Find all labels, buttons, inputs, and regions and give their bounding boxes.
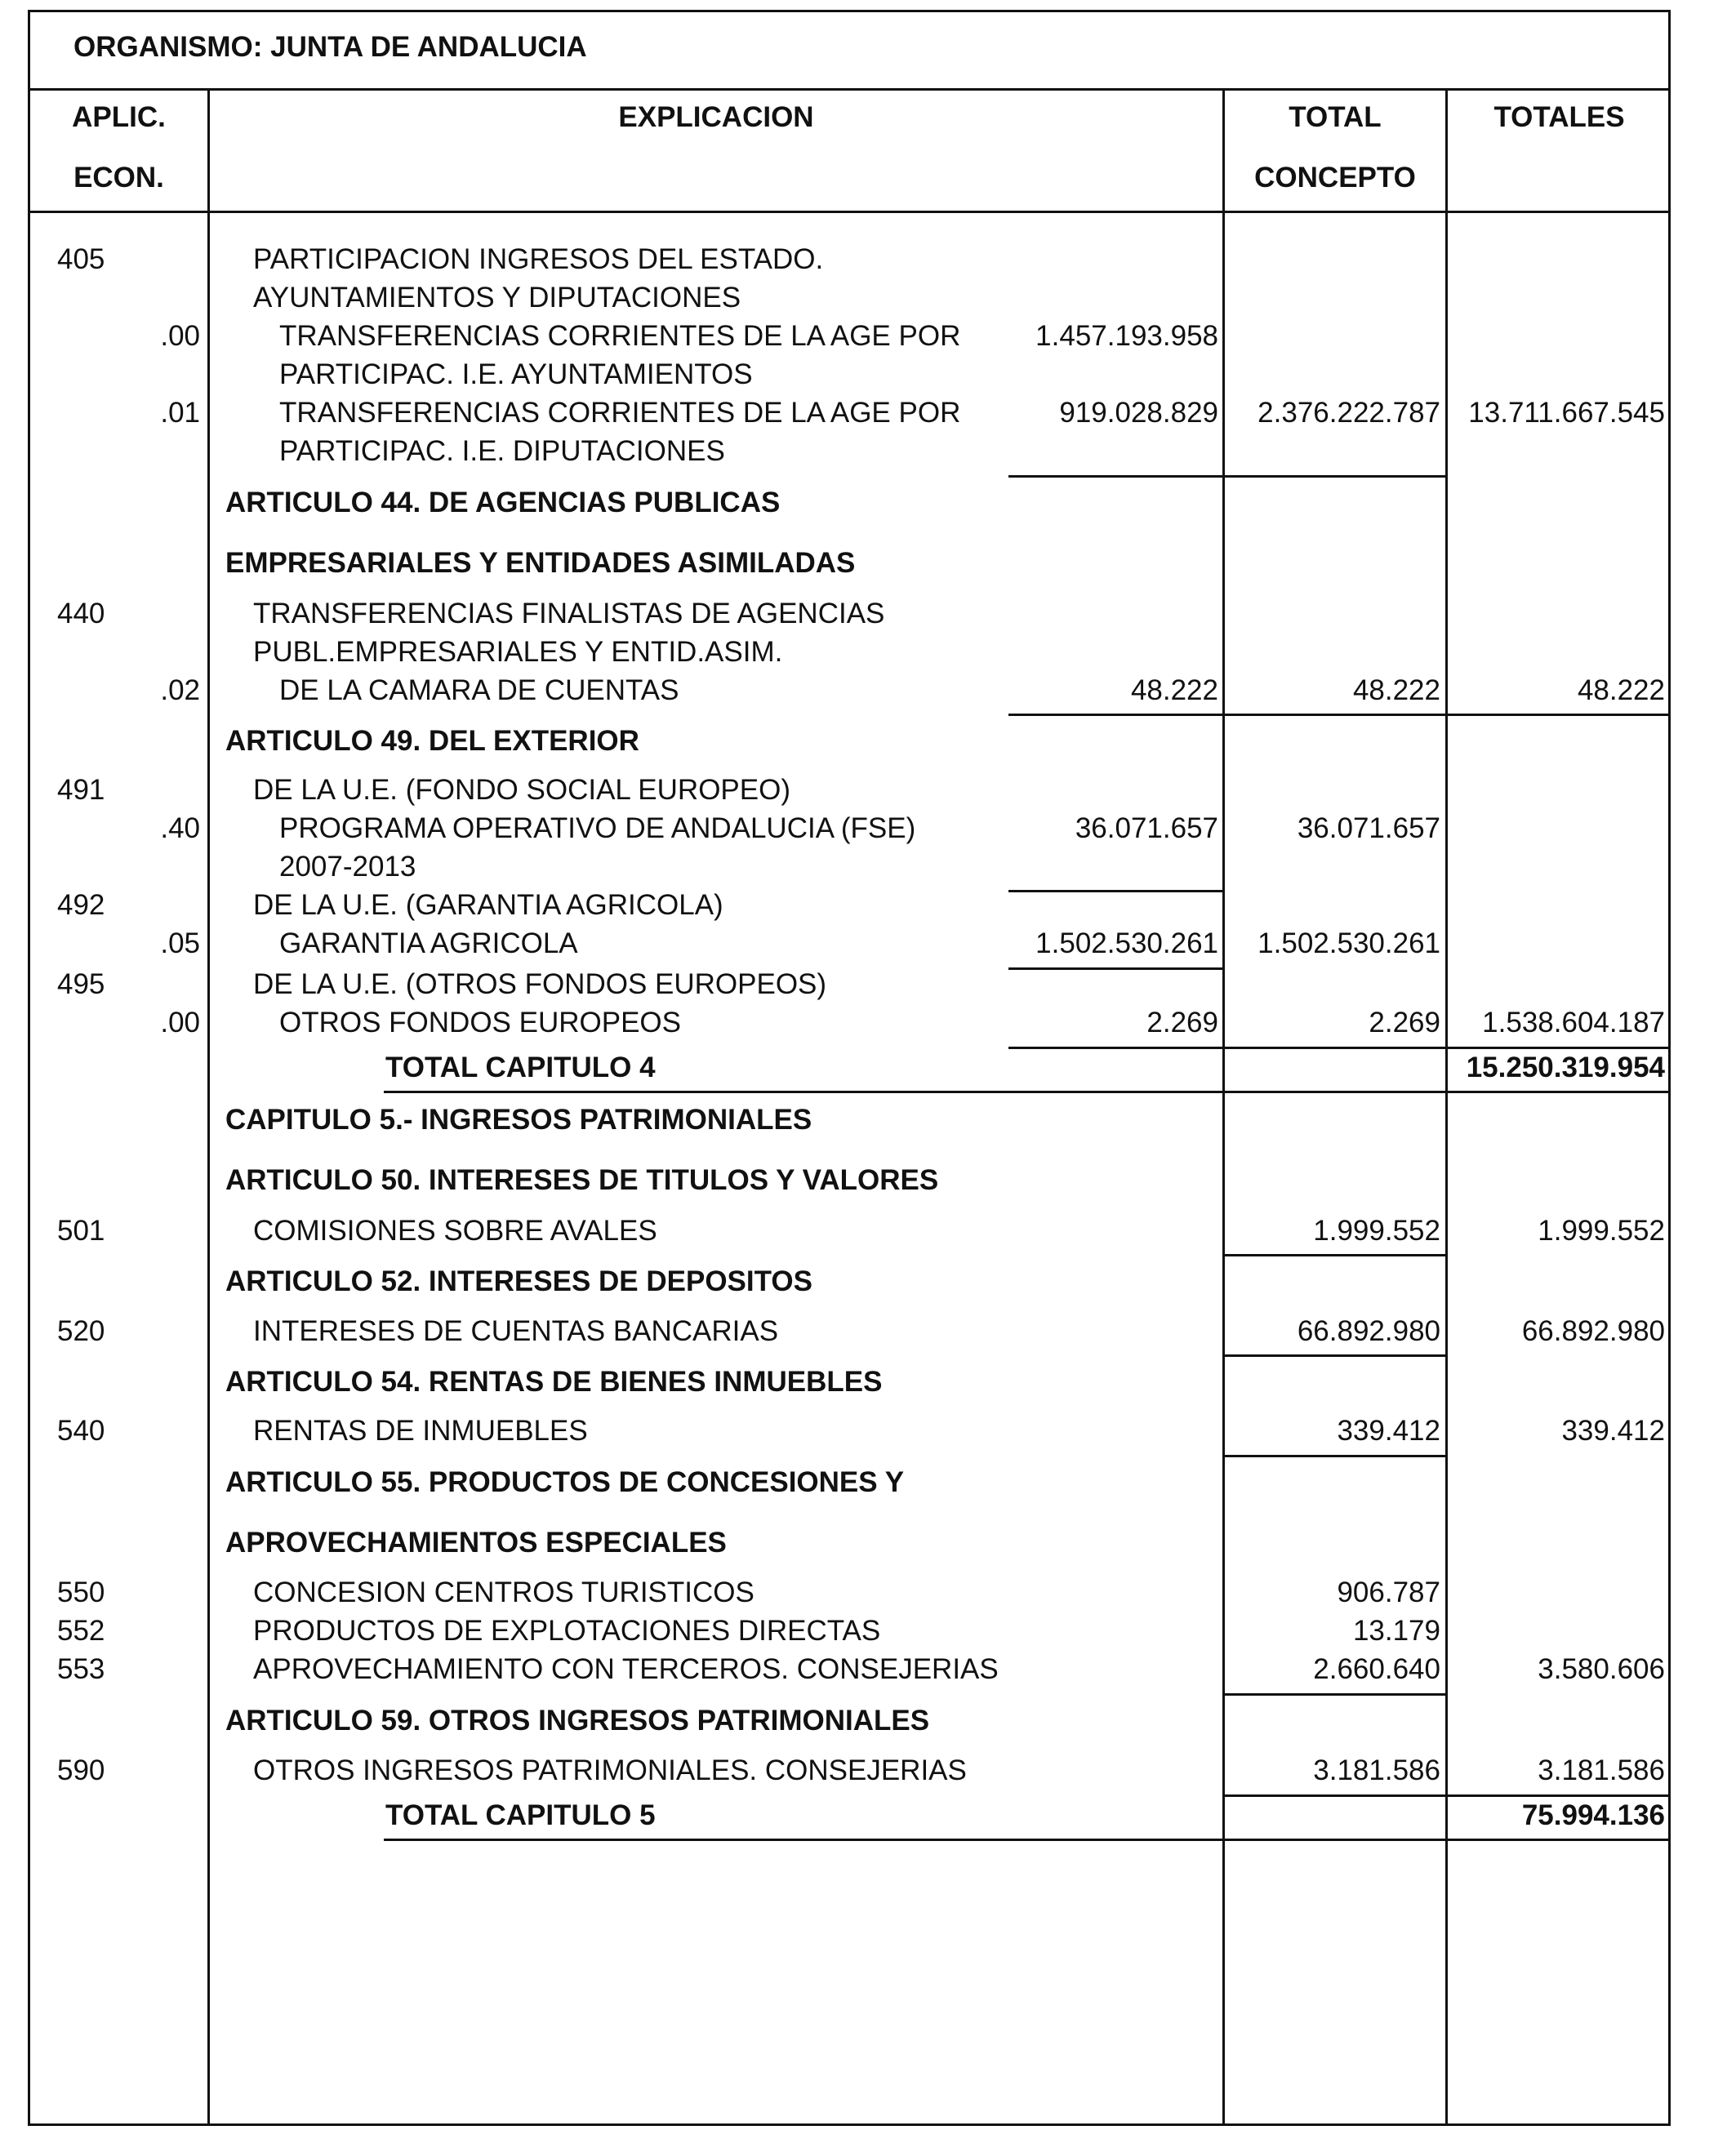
desc-552: PRODUCTOS DE EXPLOTACIONES DIRECTAS: [253, 1615, 881, 1647]
totales-art40: 13.711.667.545: [1468, 397, 1665, 429]
desc-491: DE LA U.E. (FONDO SOCIAL EUROPEO): [253, 774, 790, 806]
header-total: TOTAL: [1289, 101, 1382, 133]
title-divider: [28, 88, 1671, 91]
code-550: 550: [57, 1576, 105, 1608]
code-405: 405: [57, 243, 105, 275]
underline-553: [1225, 1693, 1448, 1696]
organismo-title: ORGANISMO: JUNTA DE ANDALUCIA: [73, 31, 587, 63]
desc-520: INTERESES DE CUENTAS BANCARIAS: [253, 1315, 779, 1347]
total-capitulo-5-value: 75.994.136: [1521, 1799, 1665, 1831]
heading-art44-line2: EMPRESARIALES Y ENTIDADES ASIMILADAS: [225, 547, 856, 579]
desc-553: APROVECHAMIENTO CON TERCEROS. CONSEJERIAS: [253, 1653, 999, 1685]
code-440-02: .02: [160, 674, 200, 706]
concepto-540: 339.412: [1337, 1415, 1440, 1447]
concepto-405: 2.376.222.787: [1257, 397, 1440, 429]
heading-art55-line1: ARTICULO 55. PRODUCTOS DE CONCESIONES Y: [225, 1466, 905, 1498]
concepto-552: 13.179: [1352, 1615, 1440, 1647]
totales-art54: 339.412: [1561, 1415, 1665, 1447]
desc-550: CONCESION CENTROS TURISTICOS: [253, 1576, 754, 1608]
concepto-590: 3.181.586: [1313, 1754, 1440, 1786]
code-495: 495: [57, 968, 105, 1000]
code-405-01: .01: [160, 397, 200, 429]
totales-art44: 48.222: [1577, 674, 1665, 706]
desc-440-02: DE LA CAMARA DE CUENTAS: [279, 674, 679, 706]
desc-491-40-line2: 2007-2013: [279, 851, 416, 883]
amount-405-01: 919.028.829: [1059, 397, 1218, 429]
desc-405-line2: AYUNTAMIENTOS Y DIPUTACIONES: [253, 282, 741, 314]
amount-405-00: 1.457.193.958: [1035, 320, 1218, 352]
heading-art59: ARTICULO 59. OTROS INGRESOS PATRIMONIALES: [225, 1705, 930, 1737]
desc-405-line1: PARTICIPACION INGRESOS DEL ESTADO.: [253, 243, 824, 275]
underline-495: [1008, 1047, 1671, 1049]
column-divider-aplic: [207, 88, 210, 2126]
desc-492-05: GARANTIA AGRICOLA: [279, 927, 578, 959]
desc-590: OTROS INGRESOS PATRIMONIALES. CONSEJERIAS: [253, 1754, 967, 1786]
desc-491-40-line1: PROGRAMA OPERATIVO DE ANDALUCIA (FSE): [279, 812, 916, 844]
totales-art49: 1.538.604.187: [1482, 1007, 1665, 1038]
desc-405-00-line1: TRANSFERENCIAS CORRIENTES DE LA AGE POR: [279, 320, 961, 352]
code-540: 540: [57, 1415, 105, 1447]
header-econ: ECON.: [73, 162, 164, 193]
concepto-520: 66.892.980: [1297, 1315, 1440, 1347]
underline-405: [1008, 475, 1448, 478]
desc-495: DE LA U.E. (OTROS FONDOS EUROPEOS): [253, 968, 827, 1000]
heading-art55-line2: APROVECHAMIENTOS ESPECIALES: [225, 1527, 727, 1559]
heading-art44-line1: ARTICULO 44. DE AGENCIAS PUBLICAS: [225, 487, 781, 518]
underline-491: [1008, 890, 1222, 892]
total-capitulo-5-label: TOTAL CAPITULO 5: [385, 1799, 656, 1831]
desc-540: RENTAS DE INMUEBLES: [253, 1415, 588, 1447]
code-491-40: .40: [160, 812, 200, 844]
amount-495-00: 2.269: [1146, 1007, 1218, 1038]
concepto-495: 2.269: [1369, 1007, 1440, 1038]
code-405-00: .00: [160, 320, 200, 352]
desc-440-line2: PUBL.EMPRESARIALES Y ENTID.ASIM.: [253, 636, 783, 668]
underline-492: [1008, 967, 1222, 970]
code-492: 492: [57, 889, 105, 921]
desc-440-line1: TRANSFERENCIAS FINALISTAS DE AGENCIAS: [253, 598, 885, 629]
concepto-491: 36.071.657: [1297, 812, 1440, 844]
totales-art50: 1.999.552: [1538, 1215, 1665, 1247]
code-520: 520: [57, 1315, 105, 1347]
concepto-492: 1.502.530.261: [1257, 927, 1440, 959]
header-concepto: CONCEPTO: [1254, 162, 1416, 193]
concepto-440: 48.222: [1352, 674, 1440, 706]
code-492-05: .05: [160, 927, 200, 959]
amount-491-40: 36.071.657: [1075, 812, 1218, 844]
heading-art52: ARTICULO 52. INTERESES DE DEPOSITOS: [225, 1265, 812, 1297]
code-491: 491: [57, 774, 105, 806]
header-totales: TOTALES: [1493, 101, 1625, 133]
underline-520: [1225, 1354, 1448, 1357]
code-553: 553: [57, 1653, 105, 1685]
concepto-501: 1.999.552: [1313, 1215, 1440, 1247]
column-divider-explicacion: [1222, 88, 1225, 2126]
totales-art59: 3.181.586: [1538, 1754, 1665, 1786]
desc-405-01-line2: PARTICIPAC. I.E. DIPUTACIONES: [279, 435, 725, 467]
underline-590: [1225, 1794, 1671, 1797]
code-552: 552: [57, 1615, 105, 1647]
totales-art52: 66.892.980: [1521, 1315, 1665, 1347]
concepto-550: 906.787: [1337, 1576, 1440, 1608]
desc-405-00-line2: PARTICIPAC. I.E. AYUNTAMIENTOS: [279, 358, 753, 390]
desc-495-00: OTROS FONDOS EUROPEOS: [279, 1007, 681, 1038]
code-590: 590: [57, 1754, 105, 1786]
desc-405-01-line1: TRANSFERENCIAS CORRIENTES DE LA AGE POR: [279, 397, 961, 429]
code-495-00: .00: [160, 1007, 200, 1038]
total-capitulo-4-value: 15.250.319.954: [1466, 1052, 1665, 1083]
totales-art55: 3.580.606: [1538, 1653, 1665, 1685]
desc-501: COMISIONES SOBRE AVALES: [253, 1215, 657, 1247]
underline-440: [1008, 714, 1671, 716]
underline-total-capitulo-5: [384, 1839, 1671, 1841]
underline-540: [1225, 1455, 1448, 1457]
header-divider: [28, 211, 1671, 213]
desc-492: DE LA U.E. (GARANTIA AGRICOLA): [253, 889, 723, 921]
code-501: 501: [57, 1215, 105, 1247]
concepto-553: 2.660.640: [1313, 1653, 1440, 1685]
amount-492-05: 1.502.530.261: [1035, 927, 1218, 959]
header-explicacion: EXPLICACION: [618, 101, 814, 133]
heading-art50: ARTICULO 50. INTERESES DE TITULOS Y VALORES: [225, 1164, 939, 1196]
header-aplic: APLIC.: [72, 101, 166, 133]
code-440: 440: [57, 598, 105, 629]
amount-440-02: 48.222: [1130, 674, 1218, 706]
heading-capitulo-5: CAPITULO 5.- INGRESOS PATRIMONIALES: [225, 1104, 812, 1136]
underline-501: [1225, 1254, 1448, 1256]
total-capitulo-4-label: TOTAL CAPITULO 4: [385, 1052, 656, 1083]
underline-total-capitulo-4: [384, 1091, 1671, 1093]
heading-art54: ARTICULO 54. RENTAS DE BIENES INMUEBLES: [225, 1366, 883, 1398]
heading-art49: ARTICULO 49. DEL EXTERIOR: [225, 725, 639, 757]
